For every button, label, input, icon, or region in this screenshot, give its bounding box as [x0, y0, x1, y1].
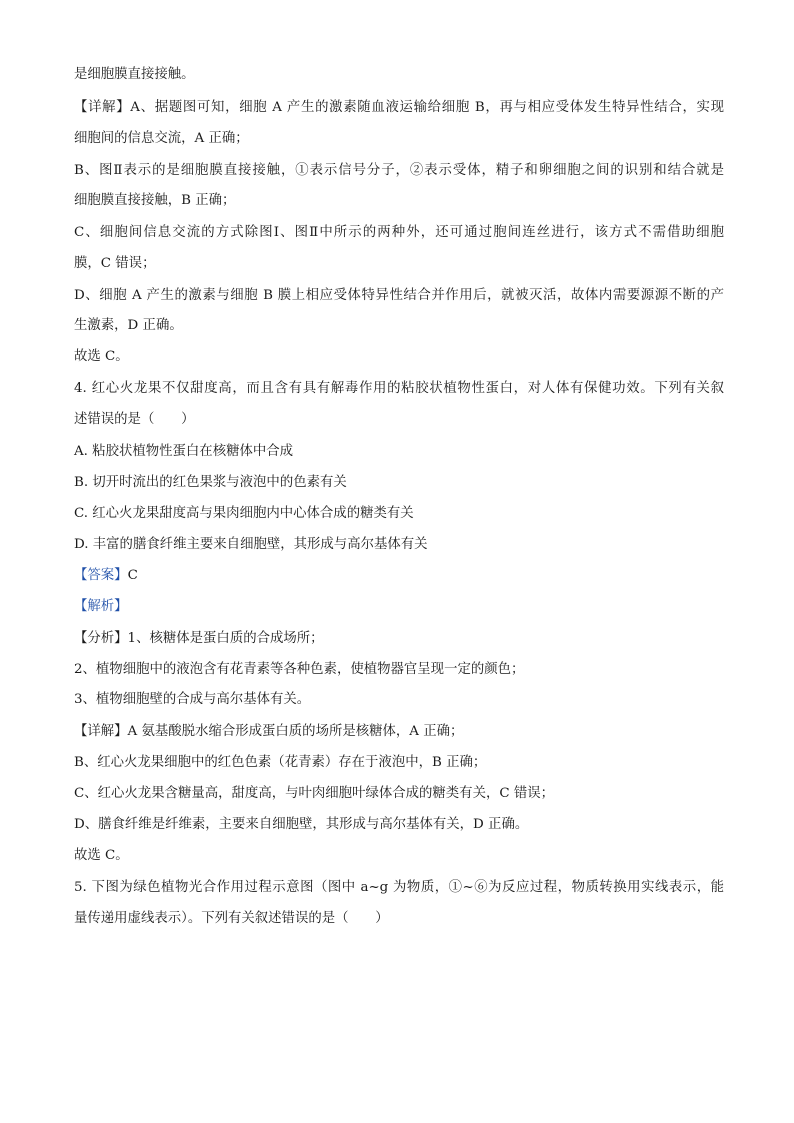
option-b: B. 切开时流出的红色果浆与液泡中的色素有关 [74, 475, 347, 490]
text-line: B、红心火龙果细胞中的红色色素（花青素）存在于液泡中，B 正确； [74, 755, 487, 770]
text-line: C、细胞间信息交流的方式除图Ⅰ、图Ⅱ中所示的两种外，还可通过胞间连丝进行，该方式不需借助细胞 [74, 225, 724, 240]
question-stem: 5. 下图为绿色植物光合作用过程示意图（图中 a~g 为物质，①~⑥为反应过程，物质转换用实线表示，能 [74, 880, 724, 895]
text-line: 【详解】A 氨基酸脱水缩合形成蛋白质的场所是核糖体，A 正确； [74, 724, 464, 739]
text-line: D、细胞 A 产生的激素与细胞 B 膜上相应受体特异性结合并作用后，就被灭活，故体内需要源源不断的产 [74, 288, 724, 303]
option-d: D. 丰富的膳食纤维主要来自细胞壁，其形成与高尔基体有关 [74, 537, 428, 552]
text-line: 细胞间的信息交流，A 正确； [74, 131, 249, 146]
question-stem: 述错误的是（ ） [74, 412, 195, 427]
text-line: C、红心火龙果含糖量高，甜度高，与叶肉细胞叶绿体合成的糖类有关，C 错误； [74, 786, 555, 801]
analysis-label: 【解析】 [74, 599, 128, 614]
text-line: 故选 C。 [74, 349, 129, 364]
answer-value: C [127, 568, 138, 583]
text-line: 膜，C 错误； [74, 256, 156, 271]
option-a: A. 粘胶状植物性蛋白在核糖体中合成 [74, 444, 294, 459]
text-line: 【分析】1、核糖体是蛋白质的合成场所； [74, 631, 324, 646]
answer-label: 【答案】 [74, 568, 128, 583]
text-line: 2、植物细胞中的液泡含有花青素等各种色素，使植物器官呈现一定的颜色； [74, 662, 525, 677]
text-line: 故选 C。 [74, 848, 129, 863]
answer-line [74, 567, 724, 585]
text-line: 【详解】A、据题图可知，细胞 A 产生的激素随血液运输给细胞 B，再与相应受体发生特异性结合，实现 [74, 100, 724, 115]
text-line: 细胞膜直接接触，B 正确； [74, 193, 236, 208]
option-c: C. 红心火龙果甜度高与果肉细胞内中心体合成的糖类有关 [74, 506, 414, 521]
text-line: 3、植物细胞壁的合成与高尔基体有关。 [74, 692, 311, 707]
text-line: D、膳食纤维是纤维素，主要来自细胞壁，其形成与高尔基体有关，D 正确。 [74, 817, 529, 832]
text-line: 是细胞膜直接接触。 [74, 67, 195, 82]
text-line: 生激素，D 正确。 [74, 318, 183, 333]
question-stem: 量传递用虚线表示）。下列有关叙述错误的是（ ） [74, 911, 389, 926]
question-stem: 4. 红心火龙果不仅甜度高，而且含有具有解毒作用的粘胶状植物性蛋白，对人体有保健功效。下列有关叙 [74, 381, 724, 396]
text-line: B、图Ⅱ表示的是细胞膜直接接触，①表示信号分子，②表示受体，精子和卵细胞之间的识别和结合就是 [74, 163, 724, 178]
